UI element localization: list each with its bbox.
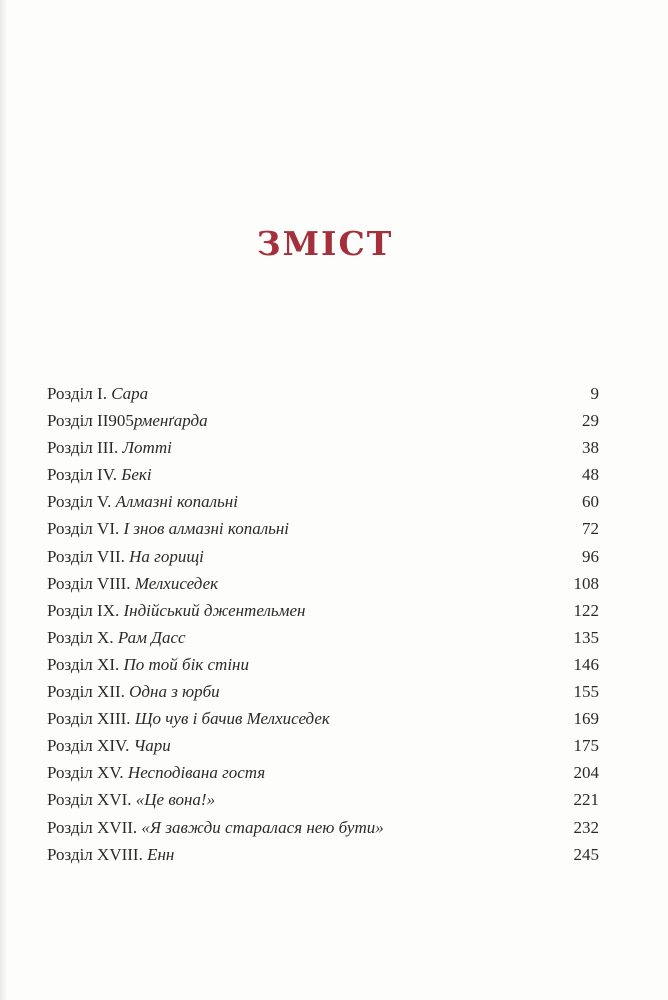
toc-entry-12[interactable]: [47, 678, 599, 705]
table-of-contents: [47, 380, 599, 868]
page-number: 204: [573, 763, 599, 783]
chapter-label: Розділ XII.: [47, 682, 130, 702]
toc-entry-1[interactable]: [47, 380, 599, 407]
toc-entry-2[interactable]: [47, 407, 599, 434]
toc-entry-9[interactable]: [47, 597, 599, 624]
chapter-label: Розділ XIV.: [47, 736, 134, 756]
toc-entry-6[interactable]: [47, 515, 599, 542]
page-number: 9: [590, 384, 599, 403]
chapter-title: Індійський джентельмен: [123, 600, 306, 620]
page-number: 122: [573, 600, 599, 620]
chapter-title: По той бік стіни: [123, 654, 249, 674]
chapter-label: Розділ XVI.: [47, 790, 136, 810]
page-number: 169: [573, 709, 599, 729]
chapter-label: Розділ XVIII.: [47, 844, 148, 864]
page-number: 232: [573, 817, 599, 837]
chapter-label: Розділ II905: [47, 411, 134, 431]
page-number: 108: [573, 573, 599, 593]
page-number: 175: [573, 736, 599, 756]
chapter-label: Розділ VII.: [47, 546, 130, 566]
chapter-label: Розділ I.: [47, 384, 112, 403]
toc-entry-11[interactable]: [47, 651, 599, 678]
page-number: 135: [573, 627, 599, 647]
page-number: 38: [582, 438, 599, 458]
chapter-title: Що чув і бачив Мелхиседек: [134, 709, 330, 729]
chapter-label: Розділ V.: [47, 492, 116, 512]
chapter-title: рменґарда: [133, 411, 208, 431]
chapter-title: Лотті: [122, 438, 172, 458]
chapter-title: Одна з юрби: [129, 682, 220, 702]
toc-entry-13[interactable]: [47, 705, 599, 732]
page-number: 48: [582, 465, 599, 485]
chapter-title: «Це вона!»: [135, 790, 216, 810]
chapter-title: Мелхиседек: [134, 573, 219, 593]
toc-entry-5[interactable]: [47, 488, 599, 515]
chapter-title: Алмазні копальні: [115, 492, 238, 512]
page-number: 72: [582, 519, 599, 539]
chapter-title: І знов алмазні копальні: [123, 519, 290, 539]
page-title: ЗМІСТ: [256, 224, 394, 263]
chapter-label: Розділ XV.: [47, 763, 128, 783]
chapter-title: Несподівана гостя: [127, 763, 266, 783]
toc-entry-14[interactable]: [47, 732, 599, 759]
chapter-label: Розділ X.: [47, 627, 118, 647]
chapter-title: Рам Дасс: [117, 627, 186, 647]
spine-shadow: [0, 0, 8, 1000]
page-number: 245: [573, 844, 599, 864]
chapter-label: Розділ XI.: [47, 654, 124, 674]
page-number: 146: [573, 654, 599, 674]
chapter-title: На горищі: [129, 546, 204, 566]
chapter-label: Розділ XIII.: [47, 709, 135, 729]
toc-entry-4[interactable]: [47, 461, 599, 488]
chapter-title: Чари: [133, 736, 171, 756]
chapter-label: Розділ IX.: [47, 600, 124, 620]
toc-entry-15[interactable]: [47, 759, 599, 786]
chapter-title: «Я завжди старалася нею бути»: [141, 817, 384, 837]
page-number: 60: [582, 492, 599, 512]
toc-entry-16[interactable]: [47, 786, 599, 813]
page-number: 155: [573, 682, 599, 702]
chapter-label: Розділ III.: [47, 438, 123, 458]
chapter-label: Розділ IV.: [47, 465, 122, 485]
page-number: 96: [582, 546, 599, 566]
toc-entry-17[interactable]: [47, 814, 599, 841]
toc-entry-7[interactable]: [47, 543, 599, 570]
chapter-label: Розділ XVII.: [47, 817, 142, 837]
chapter-title: Енн: [147, 844, 175, 864]
chapter-title: Бекі: [121, 465, 152, 485]
toc-entry-3[interactable]: [47, 434, 599, 461]
chapter-title: Сара: [111, 384, 149, 403]
toc-entry-8[interactable]: [47, 570, 599, 597]
page-number: 221: [573, 790, 599, 810]
chapter-label: Розділ VI.: [47, 519, 124, 539]
chapter-label: Розділ VIII.: [47, 573, 135, 593]
toc-entry-18[interactable]: [47, 841, 599, 868]
toc-entry-10[interactable]: [47, 624, 599, 651]
page-number: 29: [582, 411, 599, 431]
